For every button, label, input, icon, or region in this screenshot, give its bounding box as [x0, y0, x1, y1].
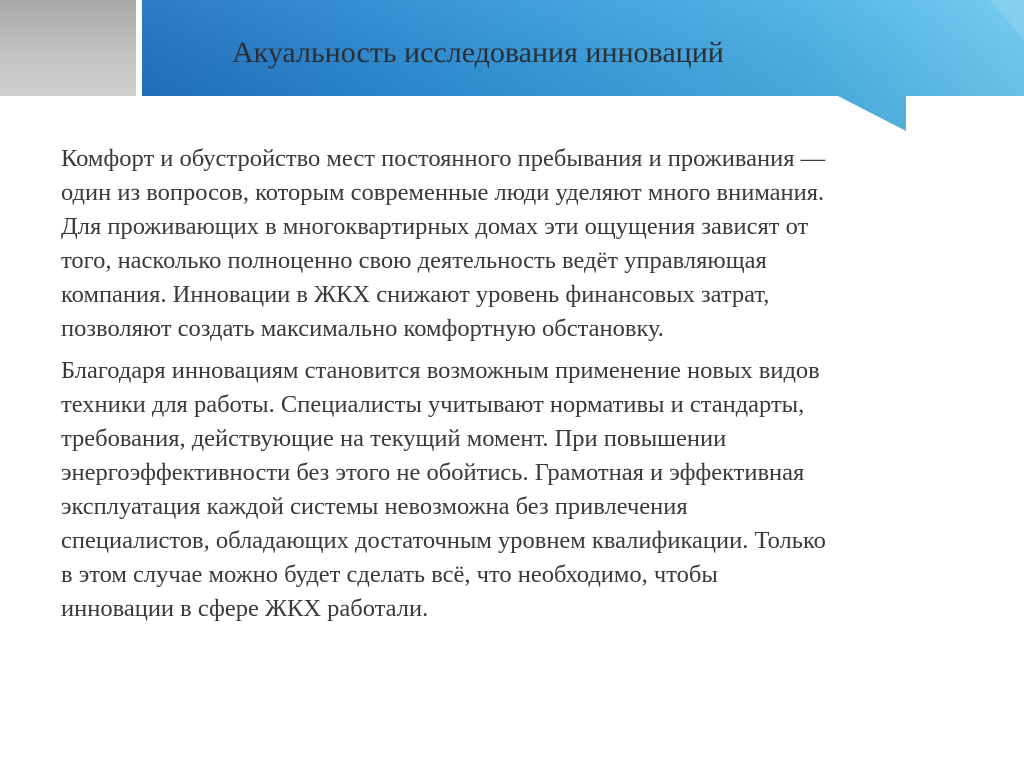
slide-title: Акуальность исследования инноваций — [232, 36, 724, 69]
body-paragraph-1: Комфорт и обустройство мест постоянного пребывания и проживания — один из вопросов, которым современные люди уделяют много внимания. Для проживающих в многоквартирных домах эти ощущения зависят от того, насколько полноценно свою деятельность ведёт управляющая компания. Инновации в ЖКХ снижают уровень финансовых затрат, позволяют создать максимально комфортную обстановку. — [61, 145, 826, 342]
slide-body — [61, 142, 961, 634]
title-banner — [0, 0, 1024, 140]
body-paragraph-2: Благодаря инновациям становится возможным применение новых видов техники для работы. Специалисты учитывают нормативы и стандарты, требования, действующие на текущий момент. При повышении энергоэффективности без этого не обойтись. Грамотная и эффективная эксплуатация каждой системы невозможна без привлечения специалистов, обладающих достаточным уровнем квалификации. Только в этом случае можно будет сделать всё, что необходимо, чтобы инновации в сфере ЖКХ работали. — [61, 357, 826, 622]
